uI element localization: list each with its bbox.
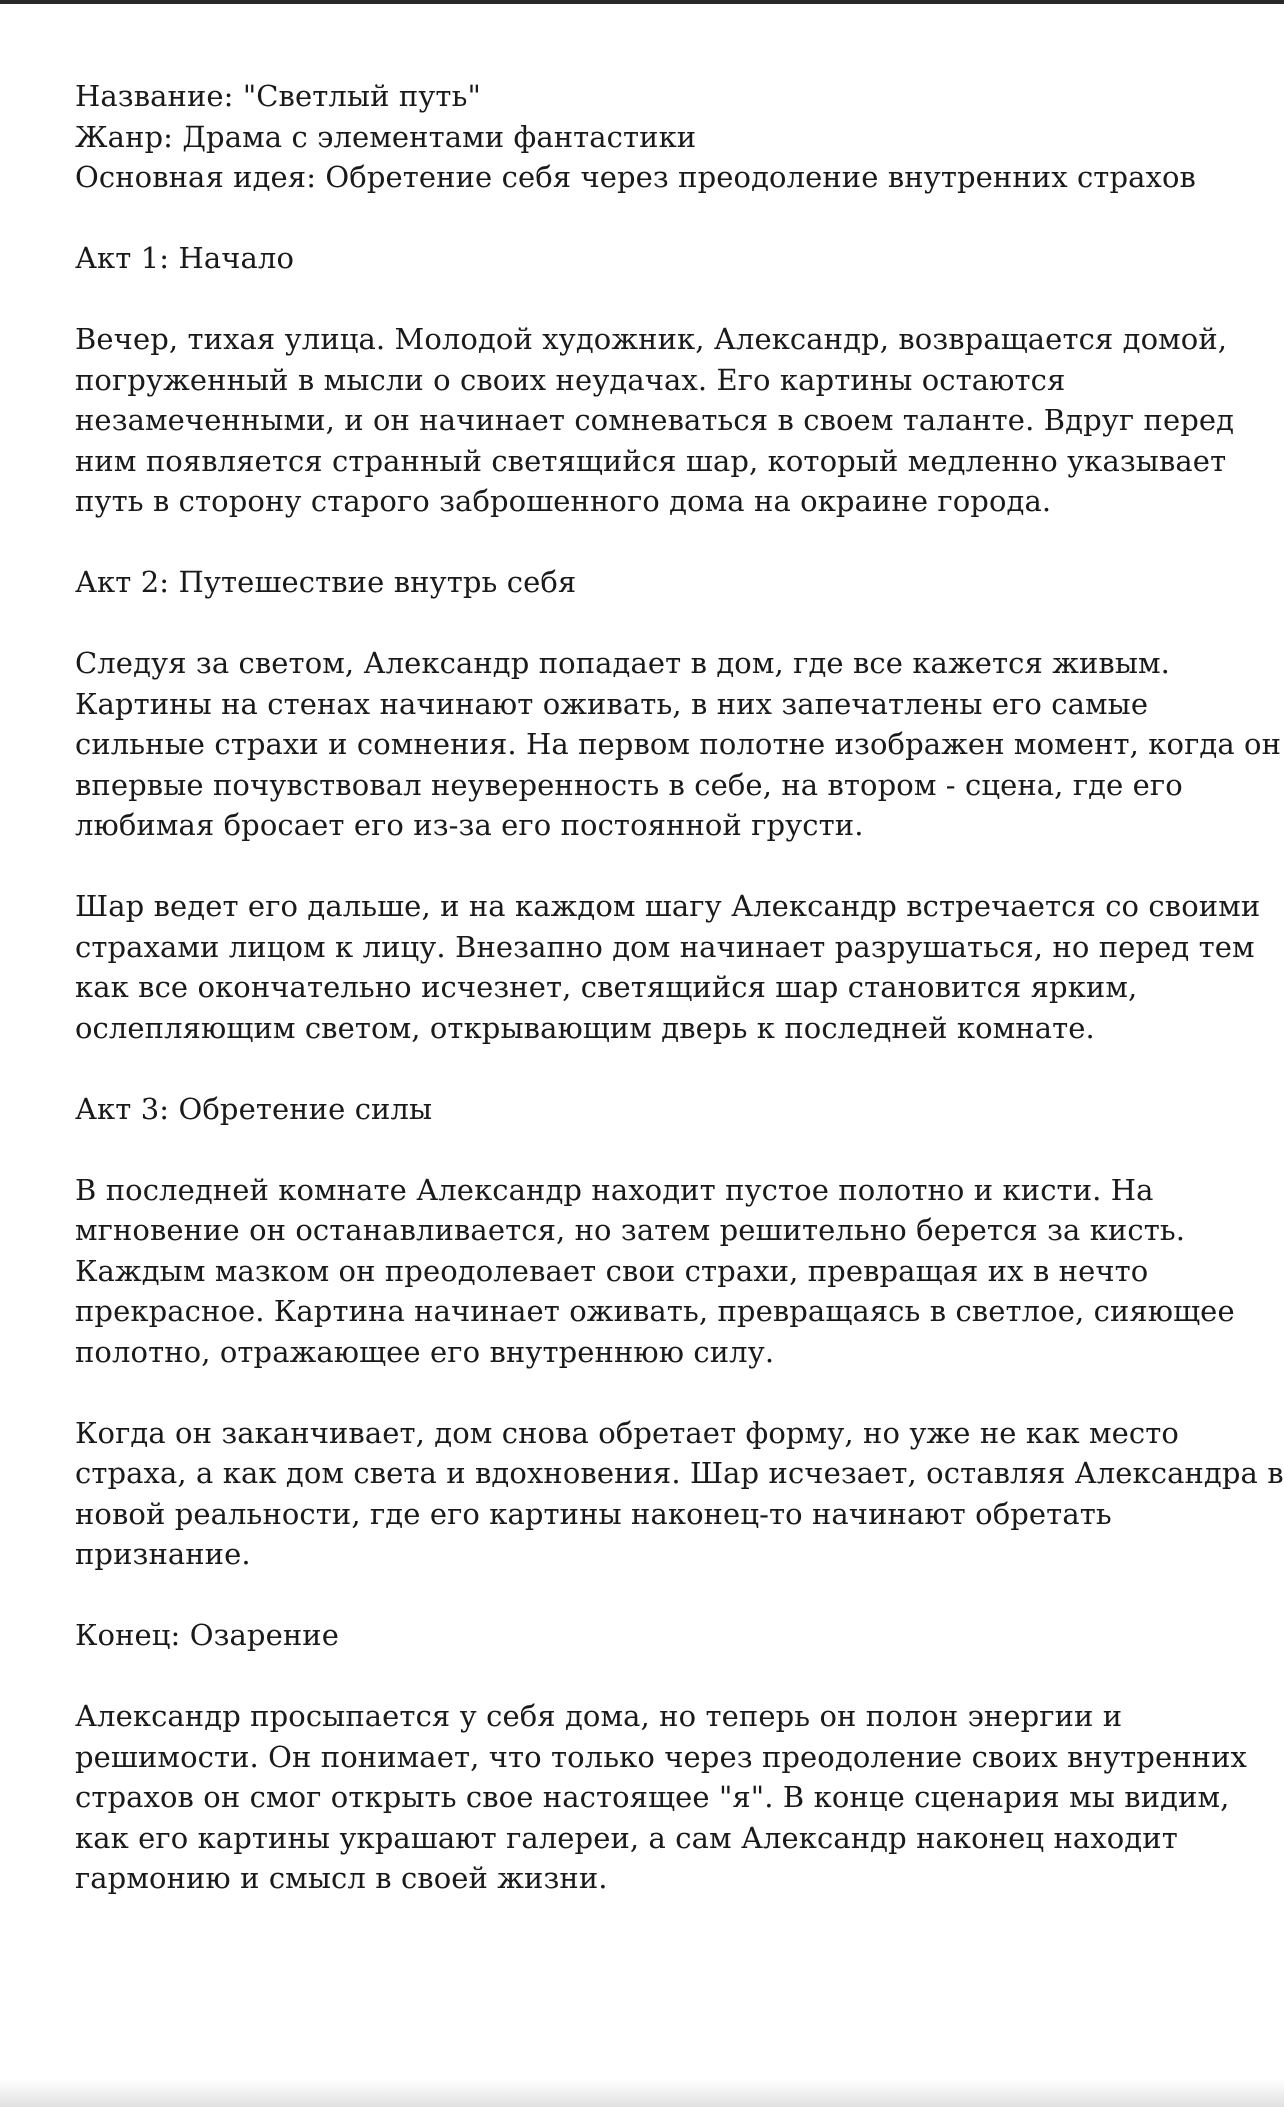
ending-paragraph	[75, 1696, 1247, 1899]
title-line: Название: "Светлый путь"	[75, 79, 481, 113]
ending-heading: Конец: Озарение	[75, 1618, 339, 1652]
paragraph-line: любимая бросает его из-за его постоянной грусти.	[75, 808, 864, 842]
act2-paragraph-2	[75, 886, 1261, 1048]
act1-paragraph	[75, 319, 1235, 522]
paragraph-line: страха, а как дом света и вдохновения. Шар исчезает, оставляя Александра в	[75, 1456, 1284, 1490]
act3-heading: Акт 3: Обретение силы	[75, 1091, 433, 1126]
bottom-edge-shadow	[0, 2079, 1284, 2107]
paragraph-line: как его картины украшают галереи, а сам Александр наконец находит	[75, 1820, 1178, 1855]
paragraph-line: незамеченными, и он начинает сомневаться в своем таланте. Вдруг перед	[75, 403, 1235, 437]
paragraph-line: В последней комнате Александр находит пустое полотно и кисти. На	[75, 1172, 1154, 1207]
document-body	[75, 76, 1284, 1939]
paragraph-line: Каждым мазком он преодолевает свои страхи, превращая их в нечто	[75, 1253, 1149, 1288]
paragraph-line: прекрасное. Картина начинает оживать, превращаясь в светлое, сияющее	[75, 1294, 1235, 1328]
paragraph-line: Шар ведет его дальше, и на каждом шагу Александр встречается со своими	[75, 889, 1261, 923]
genre-line: Жанр: Драма с элементами фантастики	[75, 119, 697, 154]
act3-paragraph-1	[75, 1170, 1235, 1373]
paragraph-line: признание.	[75, 1537, 251, 1571]
paragraph-line: как все окончательно исчезнет, светящийся шар становится ярким,	[75, 970, 1138, 1004]
paragraph-line: Когда он заканчивает, дом снова обретает форму, но уже не как место	[75, 1415, 1179, 1450]
paragraph-line: ослепляющим светом, открывающим дверь к последней комнате.	[75, 1010, 1095, 1045]
act3-paragraph-2	[75, 1413, 1284, 1575]
paragraph-line: сильные страхи и сомнения. На первом полотне изображен момент, когда он	[75, 727, 1282, 761]
paragraph-line: Картины на стенах начинают оживать, в них запечатлены его самые	[75, 686, 1149, 721]
act2-heading: Акт 2: Путешествие внутрь себя	[75, 565, 577, 599]
paragraph-line: Вечер, тихая улица. Молодой художник, Александр, возвращается домой,	[75, 322, 1228, 356]
paragraph-line: гармонию и смысл в своей жизни.	[75, 1861, 608, 1895]
paragraph-line: погруженный в мысли о своих неудачах. Его картины остаются	[75, 362, 1066, 397]
paragraph-line: Следуя за светом, Александр попадает в дом, где все кажется живым.	[75, 646, 1170, 680]
paragraph-line: мгновение он останавливается, но затем решительно берется за кисть.	[75, 1213, 1186, 1247]
script-header	[75, 76, 1225, 198]
top-border	[0, 0, 1284, 4]
paragraph-line: новой реальности, где его картины наконец-то начинают обретать	[75, 1496, 1112, 1531]
act2-paragraph-1	[75, 643, 1282, 846]
paragraph-line: ним появляется странный светящийся шар, который медленно указывает	[75, 443, 1227, 478]
paragraph-line: решимости. Он понимает, что только через преодоление своих внутренних	[75, 1739, 1247, 1774]
paragraph-line: страхов он смог открыть свое настоящее "я". В конце сценария мы видим,	[75, 1780, 1230, 1814]
paragraph-line: впервые почувствовал неуверенность в себе, на втором - сцена, где его	[75, 767, 1183, 802]
paragraph-line: полотно, отражающее его внутреннюю силу.	[75, 1334, 775, 1369]
paragraph-line: Александр просыпается у себя дома, но теперь он полон энергии и	[75, 1699, 1123, 1733]
paragraph-line: страхами лицом к лицу. Внезапно дом начинает разрушаться, но перед тем	[75, 929, 1255, 964]
idea-line: Основная идея: Обретение себя через преодоление внутренних страхов	[75, 160, 1196, 194]
paragraph-line: путь в сторону старого заброшенного дома на окраине города.	[75, 484, 1052, 518]
act1-heading: Акт 1: Начало	[75, 241, 295, 275]
